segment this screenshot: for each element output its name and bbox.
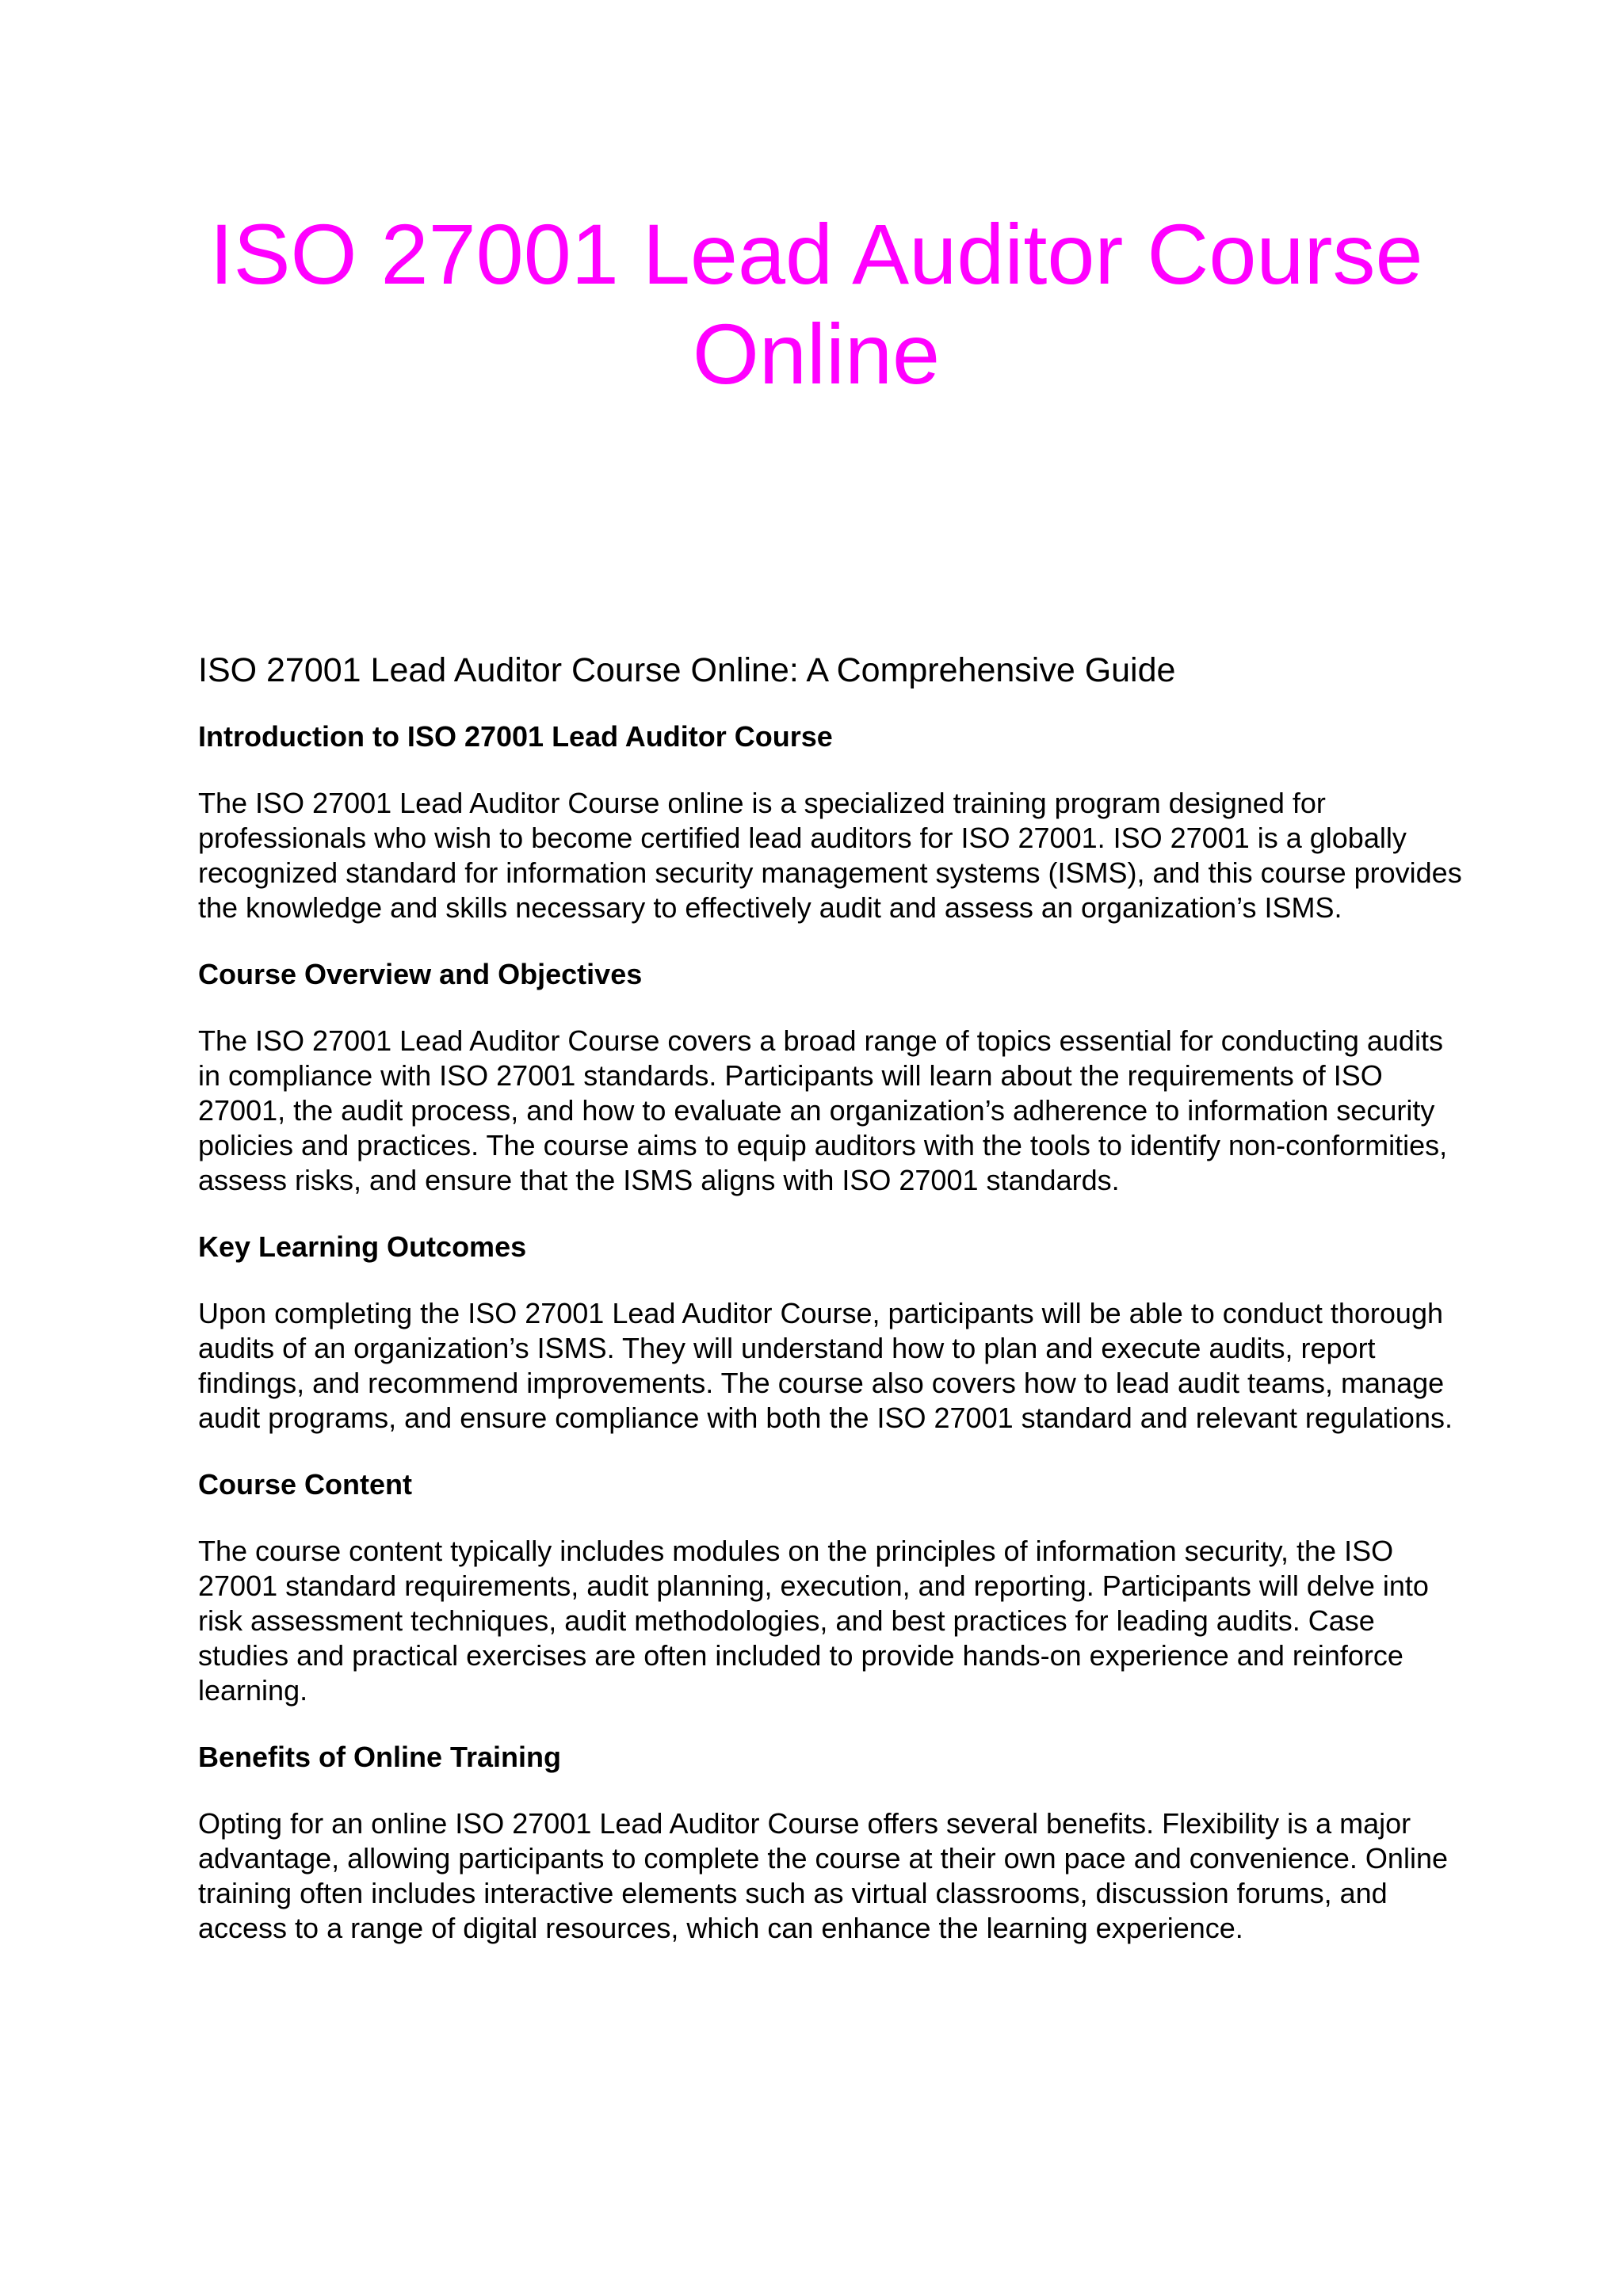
section-paragraph: The ISO 27001 Lead Auditor Course online is a specialized training program designed for professionals who wish to become certified lead auditors for ISO 27001. ISO 27001 is a globally recognized standard for information security management systems (ISMS), and this course provides the knowledge and skills necessary to effectively audit and assess an organization’s ISMS. <box>198 787 1462 924</box>
section-heading: Introduction to ISO 27001 Lead Auditor Course <box>198 720 833 753</box>
document-content <box>198 650 1466 1978</box>
section-course-overview <box>198 957 1466 1198</box>
section-heading: Key Learning Outcomes <box>198 1230 527 1263</box>
section-paragraph: The course content typically includes modules on the principles of information security, the ISO 27001 standard requirements, audit planning, execution, and reporting. Participants will delve into risk assessment techniques, audit methodologies, and best practices for leading audits. Case studies and practical exercises are often included to provide hands-on experience and reinforce learning. <box>198 1535 1429 1707</box>
section-paragraph: The ISO 27001 Lead Auditor Course covers a broad range of topics essential for conducting audits in compliance with ISO 27001 standards. Participants will learn about the requirements of ISO 27001, the audit process, and how to evaluate an organization’s adherence to information security policies and practices. The course aims to equip auditors with the tools to identify non-conformities, assess risks, and ensure that the ISMS aligns with ISO 27001 standards. <box>198 1024 1448 1196</box>
section-course-content <box>198 1467 1466 1708</box>
section-heading: Course Content <box>198 1468 412 1501</box>
document-title: ISO 27001 Lead Auditor Course Online <box>209 206 1423 402</box>
section-key-learning-outcomes <box>198 1230 1466 1436</box>
section-heading: Benefits of Online Training <box>198 1741 562 1773</box>
section-paragraph: Opting for an online ISO 27001 Lead Auditor Course offers several benefits. Flexibility is a major advantage, allowing participants to complete the course at their own pace and convenience. Online training often includes interactive elements such as virtual classrooms, discussion forums, and access to a range of digital resources, which can enhance the learning experience. <box>198 1807 1448 1944</box>
document-subtitle: ISO 27001 Lead Auditor Course Online: A Comprehensive Guide <box>198 651 1176 689</box>
section-introduction <box>198 719 1466 925</box>
section-benefits-online-training <box>198 1740 1466 1946</box>
section-heading: Course Overview and Objectives <box>198 958 643 990</box>
section-paragraph: Upon completing the ISO 27001 Lead Auditor Course, participants will be able to conduct thorough audits of an organization’s ISMS. They will understand how to plan and execute audits, report findings, and recommend improvements. The course also covers how to lead audit teams, manage audit programs, and ensure compliance with both the ISO 27001 standard and relevant regulations. <box>198 1297 1453 1434</box>
